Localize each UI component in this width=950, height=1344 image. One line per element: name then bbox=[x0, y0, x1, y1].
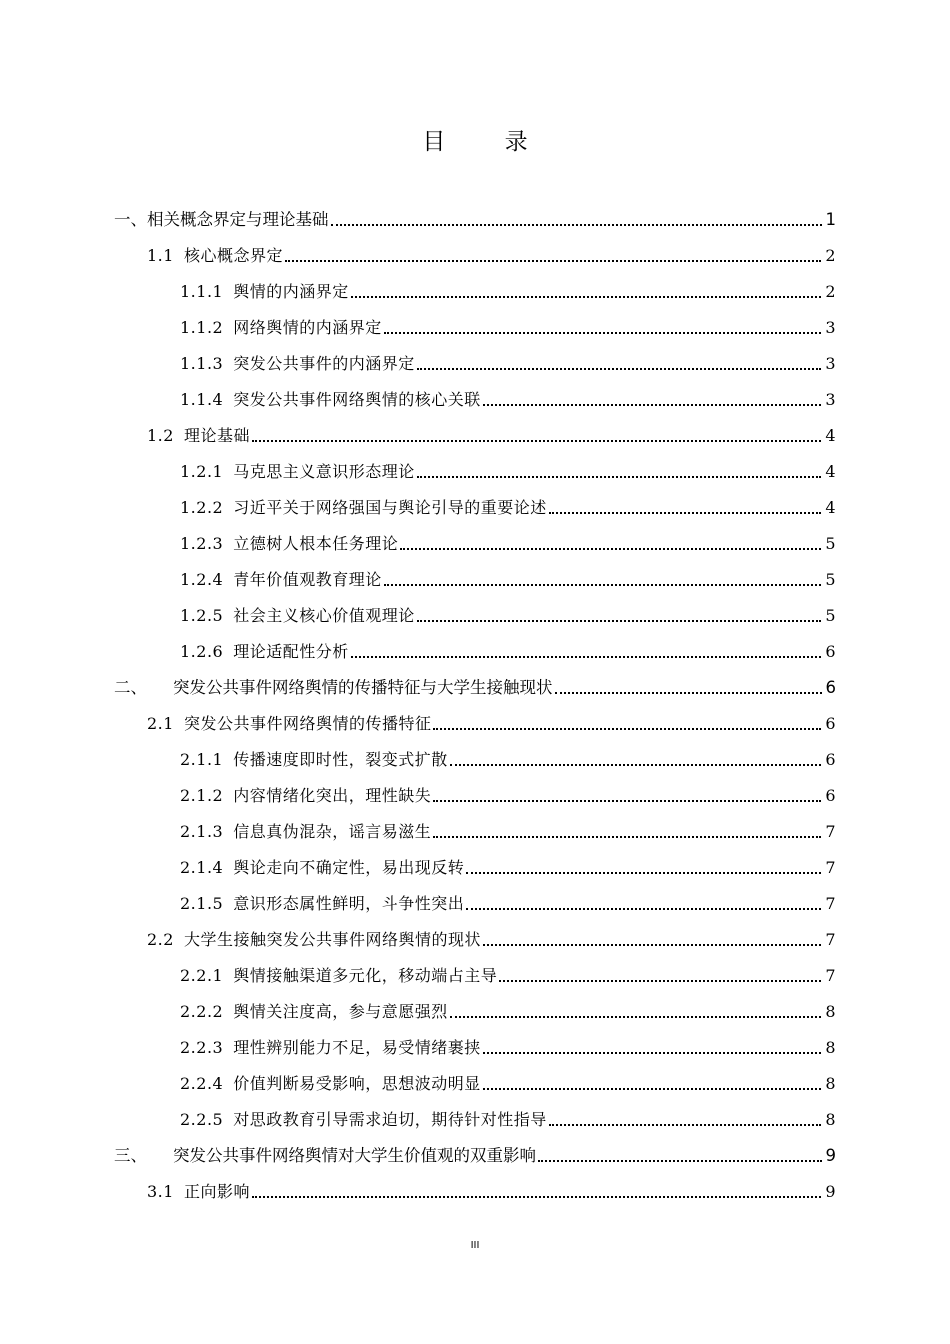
toc-entry-page: 7 bbox=[825, 930, 836, 949]
toc-dot-leader bbox=[252, 440, 821, 442]
toc-entry-line bbox=[114, 1144, 836, 1168]
toc-entry[interactable] bbox=[0, 712, 950, 748]
toc-entry-text: 正向影响 bbox=[183, 1182, 250, 1201]
toc-entry-text: 突发公共事件网络舆情的传播特征与大学生接触现状 bbox=[173, 678, 553, 697]
toc-entry-line bbox=[180, 1036, 836, 1060]
toc-entry-line bbox=[180, 1108, 836, 1132]
toc-entry[interactable] bbox=[0, 424, 950, 460]
toc-entry[interactable] bbox=[0, 676, 950, 712]
toc-entry[interactable] bbox=[0, 928, 950, 964]
toc-entry[interactable] bbox=[0, 1072, 950, 1108]
toc-dot-leader bbox=[483, 1052, 822, 1054]
toc-entry[interactable] bbox=[0, 784, 950, 820]
toc-entry-number: 1.2.2 bbox=[180, 498, 224, 517]
toc-entry-text: 内容情绪化突出，理性缺失 bbox=[233, 786, 432, 805]
toc-entry-number: 1.2 bbox=[147, 426, 174, 445]
toc-entry-text: 突发公共事件网络舆情的核心关联 bbox=[233, 390, 481, 409]
toc-entry-text: 社会主义核心价值观理论 bbox=[233, 606, 415, 625]
toc-entry-line bbox=[147, 244, 836, 268]
toc-dot-leader bbox=[466, 872, 821, 874]
toc-entry-page: 5 bbox=[825, 606, 836, 625]
toc-entry-page: 9 bbox=[825, 1146, 836, 1165]
toc-dot-leader bbox=[549, 512, 822, 514]
toc-entry-page: 7 bbox=[825, 894, 836, 913]
toc-entry-text: 价值判断易受影响，思想波动明显 bbox=[233, 1074, 481, 1093]
toc-entry[interactable] bbox=[0, 820, 950, 856]
toc-entry-line bbox=[180, 388, 836, 412]
toc-entry-page: 6 bbox=[825, 678, 836, 697]
toc-entry-page: 8 bbox=[825, 1074, 836, 1093]
toc-dot-leader bbox=[483, 404, 822, 406]
toc-dot-leader bbox=[499, 980, 821, 982]
toc-entry[interactable] bbox=[0, 856, 950, 892]
toc-entry-page: 8 bbox=[825, 1038, 836, 1057]
toc-entry-text: 立德树人根本任务理论 bbox=[233, 534, 399, 553]
toc-entry-line bbox=[180, 748, 836, 772]
toc-entry-number: 1.2.6 bbox=[180, 642, 224, 661]
toc-dot-leader bbox=[483, 1088, 822, 1090]
toc-dot-leader bbox=[433, 836, 821, 838]
toc-entry-text: 舆情接触渠道多元化，移动端占主导 bbox=[233, 966, 498, 985]
toc-entry-number: 2.2.4 bbox=[180, 1074, 224, 1093]
toc-dot-leader bbox=[450, 764, 822, 766]
toc-entry-line bbox=[180, 964, 836, 988]
toc-entry-page: 5 bbox=[825, 570, 836, 589]
toc-entry-number: 2.2.3 bbox=[180, 1038, 224, 1057]
toc-entry-page: 6 bbox=[825, 750, 836, 769]
toc-entry[interactable] bbox=[0, 352, 950, 388]
toc-entry-text: 对思政教育引导需求迫切，期待针对性指导 bbox=[233, 1110, 547, 1129]
toc-entry-text: 网络舆情的内涵界定 bbox=[233, 318, 382, 337]
toc-entry-line bbox=[180, 820, 836, 844]
toc-entry[interactable] bbox=[0, 532, 950, 568]
toc-dot-leader bbox=[466, 908, 821, 910]
toc-entry-number: 2.1.5 bbox=[180, 894, 224, 913]
toc-entry-text: 突发公共事件的内涵界定 bbox=[233, 354, 415, 373]
toc-entry-text: 理性辨别能力不足，易受情绪裹挟 bbox=[233, 1038, 481, 1057]
toc-entry-line bbox=[147, 424, 836, 448]
toc-dot-leader bbox=[252, 1196, 821, 1198]
toc-entry-page: 7 bbox=[825, 858, 836, 877]
toc-entry-number: 1.2.4 bbox=[180, 570, 224, 589]
toc-entry-page: 4 bbox=[825, 462, 836, 481]
toc-entry[interactable] bbox=[0, 1036, 950, 1072]
toc-entry-line bbox=[180, 784, 836, 808]
toc-entry-number: 一、 bbox=[114, 210, 147, 229]
toc-entry-number: 三、 bbox=[114, 1146, 147, 1165]
toc-entry[interactable] bbox=[0, 316, 950, 352]
toc-entry-number: 1.2.5 bbox=[180, 606, 224, 625]
toc-entry-line bbox=[180, 892, 836, 916]
toc-entry-line bbox=[180, 460, 836, 484]
toc-entry-line bbox=[180, 496, 836, 520]
toc-entry-number: 二、 bbox=[114, 678, 147, 697]
toc-entry-line bbox=[180, 280, 836, 304]
toc-entry-text: 相关概念界定与理论基础 bbox=[147, 210, 329, 229]
toc-entry[interactable] bbox=[0, 1180, 950, 1216]
toc-entry-page: 7 bbox=[825, 966, 836, 985]
toc-entry[interactable] bbox=[0, 460, 950, 496]
toc-entry-number: 2.2.2 bbox=[180, 1002, 224, 1021]
toc-entry-text: 理论基础 bbox=[183, 426, 250, 445]
toc-entry-text: 舆情关注度高，参与意愿强烈 bbox=[233, 1002, 448, 1021]
toc-entry-page: 6 bbox=[825, 786, 836, 805]
toc-dot-leader bbox=[400, 548, 821, 550]
toc-entry-page: 8 bbox=[825, 1110, 836, 1129]
toc-dot-leader bbox=[433, 728, 821, 730]
toc-entry-page: 5 bbox=[825, 534, 836, 553]
toc-entry-line bbox=[147, 928, 836, 952]
toc-entry-text: 大学生接触突发公共事件网络舆情的现状 bbox=[183, 930, 481, 949]
toc-entry[interactable] bbox=[0, 568, 950, 604]
toc-dot-leader bbox=[351, 296, 822, 298]
toc-entry-line bbox=[180, 1000, 836, 1024]
toc-entry-text: 舆论走向不确定性，易出现反转 bbox=[233, 858, 465, 877]
toc-entry-number: 2.2.1 bbox=[180, 966, 224, 985]
toc-title: 目 录 bbox=[422, 129, 554, 155]
toc-entry-page: 7 bbox=[825, 822, 836, 841]
toc-entry-text: 突发公共事件网络舆情的传播特征 bbox=[183, 714, 432, 733]
toc-entry[interactable] bbox=[0, 964, 950, 1000]
toc-entry-line bbox=[180, 856, 836, 880]
toc-entry[interactable] bbox=[0, 1108, 950, 1144]
toc-entry-number: 1.2.3 bbox=[180, 534, 224, 553]
toc-entry-number: 2.1.3 bbox=[180, 822, 224, 841]
toc-dot-leader bbox=[538, 1160, 822, 1162]
toc-entry-text: 马克思主义意识形态理论 bbox=[233, 462, 415, 481]
toc-entry-line bbox=[180, 640, 836, 664]
toc-entry-number: 1.1.2 bbox=[180, 318, 224, 337]
toc-dot-leader bbox=[433, 800, 821, 802]
toc-dot-leader bbox=[549, 1124, 822, 1126]
toc-entry-number: 2.2.5 bbox=[180, 1110, 224, 1129]
toc-dot-leader bbox=[417, 620, 822, 622]
toc-entry-page: 1 bbox=[825, 210, 836, 229]
toc-entry-page: 3 bbox=[825, 318, 836, 337]
toc-entry-line bbox=[114, 676, 836, 700]
toc-entry-text: 核心概念界定 bbox=[183, 246, 283, 265]
toc-entry-number: 1.2.1 bbox=[180, 462, 224, 481]
toc-entry[interactable] bbox=[0, 640, 950, 676]
toc-entry-line bbox=[180, 532, 836, 556]
toc-dot-leader bbox=[483, 944, 821, 946]
toc-entry-number: 2.1.1 bbox=[180, 750, 224, 769]
toc-entry-text: 青年价值观教育理论 bbox=[233, 570, 382, 589]
toc-entry[interactable] bbox=[0, 388, 950, 424]
page-number: III bbox=[470, 1240, 480, 1251]
toc-entry[interactable] bbox=[0, 1000, 950, 1036]
toc-entry-page: 6 bbox=[825, 642, 836, 661]
toc-entry-line bbox=[180, 1072, 836, 1096]
toc-entry-page: 4 bbox=[825, 498, 836, 517]
toc-entry[interactable] bbox=[0, 748, 950, 784]
toc-entry[interactable] bbox=[0, 280, 950, 316]
toc-dot-leader bbox=[285, 260, 821, 262]
toc-dot-leader bbox=[331, 224, 822, 226]
toc-entry-page: 8 bbox=[825, 1002, 836, 1021]
toc-dot-leader bbox=[417, 476, 822, 478]
toc-entry-page: 3 bbox=[825, 354, 836, 373]
toc-entry-line bbox=[114, 208, 836, 232]
toc-entry-line bbox=[147, 712, 836, 736]
toc-entry-line bbox=[180, 568, 836, 592]
toc-entry[interactable] bbox=[0, 892, 950, 928]
toc-dot-leader bbox=[555, 692, 822, 694]
toc-entry-line bbox=[180, 316, 836, 340]
toc-entry-text: 信息真伪混杂，谣言易滋生 bbox=[233, 822, 432, 841]
toc-entry-text: 传播速度即时性，裂变式扩散 bbox=[233, 750, 448, 769]
toc-entry-page: 6 bbox=[825, 714, 836, 733]
toc-entry-number: 1.1.1 bbox=[180, 282, 224, 301]
toc-dot-leader bbox=[351, 656, 822, 658]
toc-dot-leader bbox=[417, 368, 822, 370]
toc-entry[interactable] bbox=[0, 604, 950, 640]
toc-entry-text: 舆情的内涵界定 bbox=[233, 282, 349, 301]
toc-entry-number: 1.1.3 bbox=[180, 354, 224, 373]
toc-entry-number: 1.1 bbox=[147, 246, 174, 265]
toc-entry-number: 2.1.4 bbox=[180, 858, 224, 877]
toc-entry-number: 2.1 bbox=[147, 714, 174, 733]
toc-entry-text: 理论适配性分析 bbox=[233, 642, 349, 661]
toc-entry[interactable] bbox=[0, 244, 950, 280]
toc-entry-page: 2 bbox=[825, 246, 836, 265]
toc-entry-number: 2.2 bbox=[147, 930, 174, 949]
toc-dot-leader bbox=[384, 332, 822, 334]
toc-list bbox=[0, 208, 950, 1216]
toc-entry[interactable] bbox=[0, 496, 950, 532]
toc-entry-page: 9 bbox=[825, 1182, 836, 1201]
toc-entry-line bbox=[147, 1180, 836, 1204]
toc-entry-number: 1.1.4 bbox=[180, 390, 224, 409]
toc-entry-text: 突发公共事件网络舆情对大学生价值观的双重影响 bbox=[173, 1146, 536, 1165]
toc-entry[interactable] bbox=[0, 208, 950, 244]
toc-entry[interactable] bbox=[0, 1144, 950, 1180]
toc-entry-page: 4 bbox=[825, 426, 836, 445]
toc-entry-line bbox=[180, 604, 836, 628]
toc-entry-number: 2.1.2 bbox=[180, 786, 224, 805]
toc-entry-page: 3 bbox=[825, 390, 836, 409]
toc-entry-text: 意识形态属性鲜明，斗争性突出 bbox=[233, 894, 465, 913]
toc-dot-leader bbox=[384, 584, 822, 586]
toc-dot-leader bbox=[450, 1016, 822, 1018]
toc-entry-page: 2 bbox=[825, 282, 836, 301]
toc-entry-number: 3.1 bbox=[147, 1182, 174, 1201]
toc-entry-line bbox=[180, 352, 836, 376]
toc-entry-text: 习近平关于网络强国与舆论引导的重要论述 bbox=[233, 498, 547, 517]
